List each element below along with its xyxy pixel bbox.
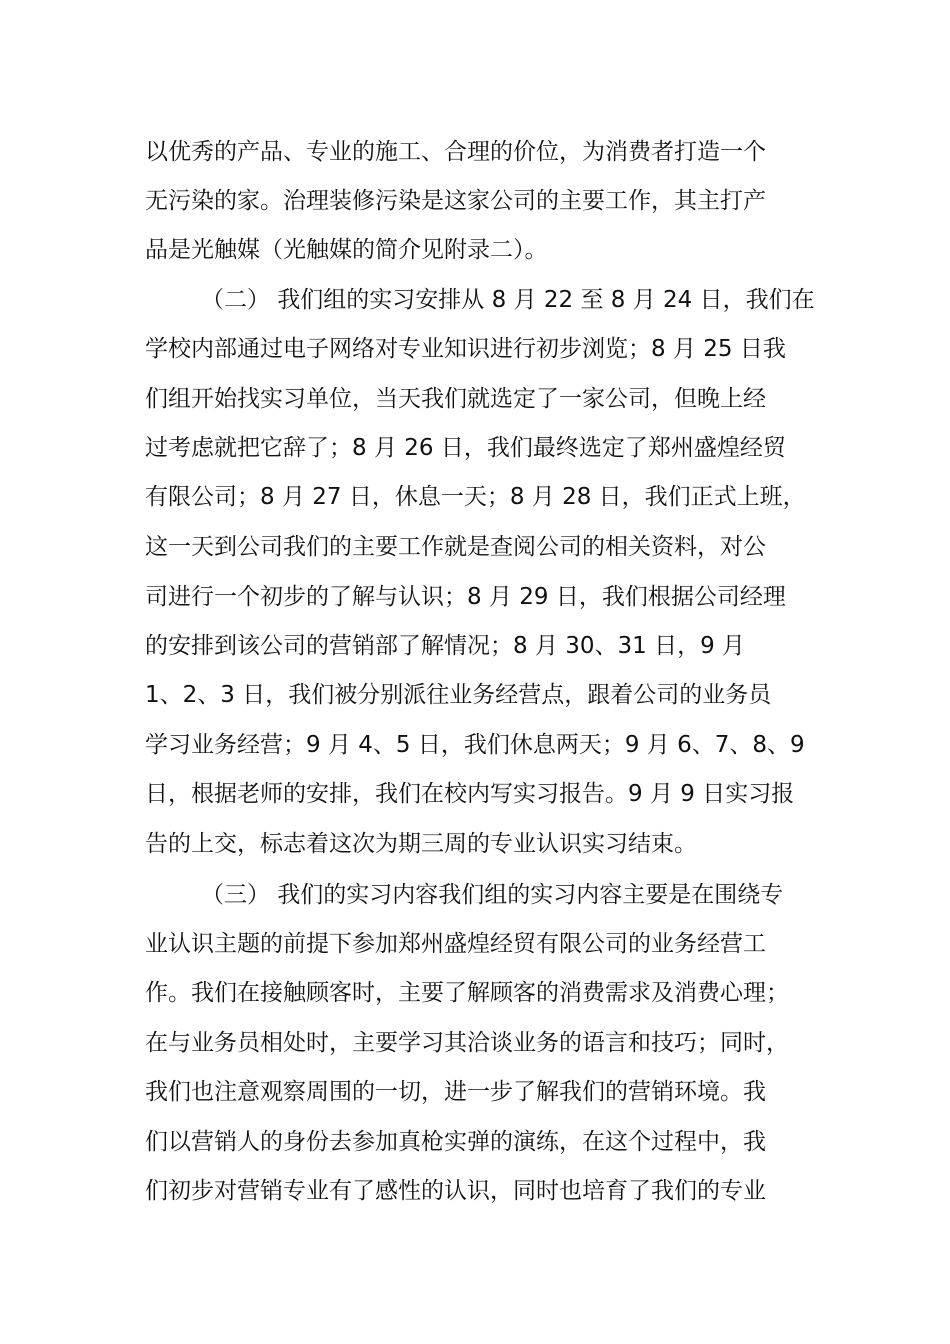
paragraph-line: 们以营销人的身份去参加真枪实弹的演练，在这个过程中，我 [145,1129,766,1155]
paragraph-line: 业认识主题的前提下参加郑州盛煌经贸有限公司的业务经营工 [145,931,766,957]
section-heading-line: （三） 我们的实习内容我们组的实习内容主要是在围绕专 [201,882,784,908]
paragraph-line: 在与业务员相处时，主要学习其洽谈业务的语言和技巧；同时， [145,1030,789,1056]
paragraph-line: 无污染的家。治理装修污染是这家公司的主要工作，其主打产 [145,188,766,214]
paragraph-line: 过考虑就把它辞了；8 月 26 日，我们最终选定了郑州盛煌经贸 [145,435,786,461]
paragraph-line: 作。我们在接触顾客时，主要了解顾客的消费需求及消费心理； [145,980,789,1006]
paragraph-line: 告的上交，标志着这次为期三周的专业认识实习结束。 [145,831,697,857]
section-heading-line: （二） 我们组的实习安排从 8 月 22 至 8 月 24 日，我们在 [201,287,815,313]
paragraph-line: 学校内部通过电子网络对专业知识进行初步浏览；8 月 25 日我 [145,336,786,362]
paragraph-line: 的安排到该公司的营销部了解情况；8 月 30、31 日，9 月 [145,633,746,659]
paragraph-line: 我们也注意观察周围的一切，进一步了解我们的营销环境。我 [145,1079,766,1105]
paragraph-line: 司进行一个初步的了解与认识；8 月 29 日，我们根据公司经理 [145,584,786,610]
paragraph-line: 这一天到公司我们的主要工作就是查阅公司的相关资料，对公 [145,534,766,560]
paragraph-line: 品是光触媒（光触媒的简介见附录二）。 [145,237,548,263]
paragraph-line: 以优秀的产品、专业的施工、合理的价位，为消费者打造一个 [145,139,766,165]
paragraph-line: 日，根据老师的安排，我们在校内写实习报告。9 月 9 日实习报 [145,781,795,807]
paragraph-line: 学习业务经营；9 月 4、5 日，我们休息两天；9 月 6、7、8、9 [145,732,805,758]
paragraph-line: 1、2、3 日，我们被分别派往业务经营点，跟着公司的业务员 [145,682,772,708]
paragraph-line: 们组开始找实习单位，当天我们就选定了一家公司，但晚上经 [145,386,766,412]
paragraph-line: 们初步对营销专业有了感性的认识，同时也培育了我们的专业 [145,1178,766,1204]
paragraph-line: 有限公司；8 月 27 日，休息一天；8 月 28 日，我们正式上班， [145,484,806,510]
